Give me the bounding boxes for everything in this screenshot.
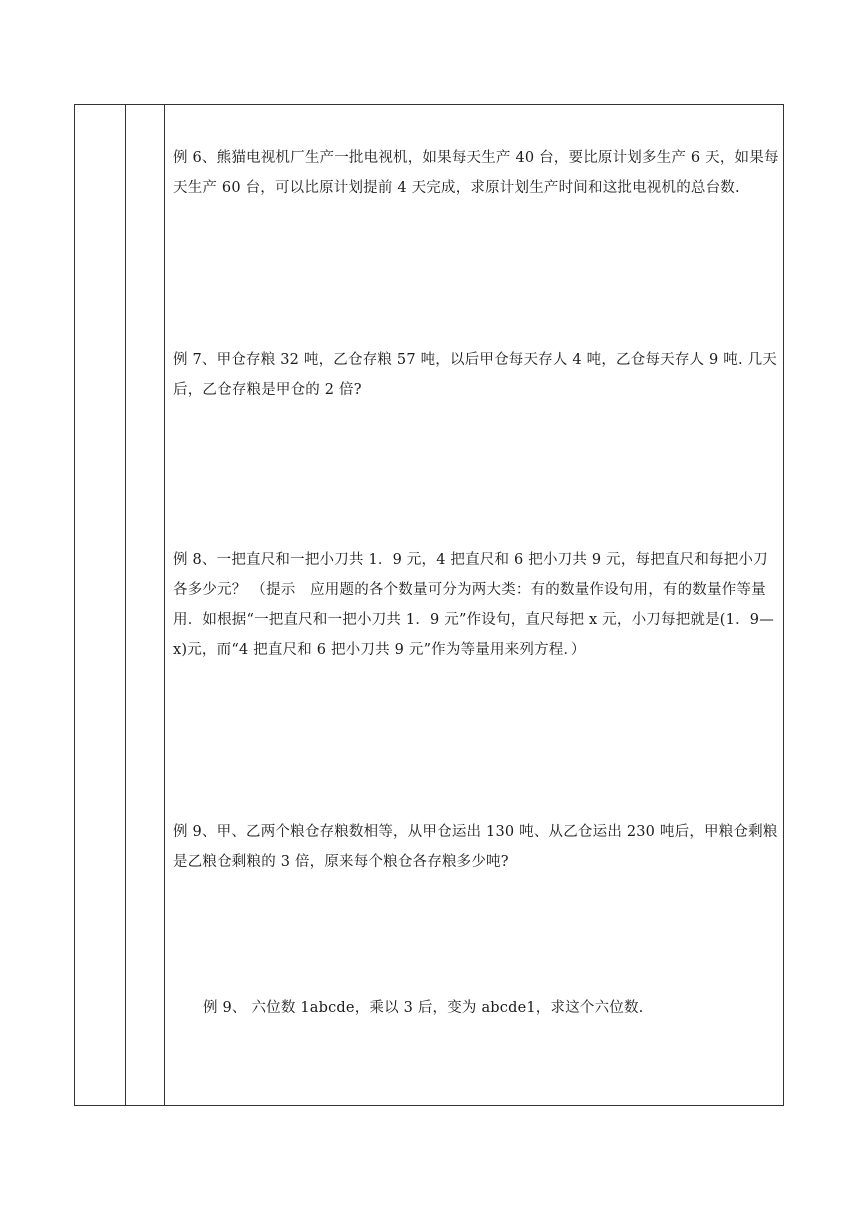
problem-example-7: 例 7、甲仓存粮 32 吨，乙仓存粮 57 吨，以后甲仓每天存人 4 吨，乙仓每天存人 9 吨. 几天后，乙仓存粮是甲仓的 2 倍? [173, 352, 777, 398]
problem-example-6: 例 6、熊猫电视机厂生产一批电视机，如果每天生产 40 台，要比原计划多生产 6 天，如果每天生产 60 台，可以比原计划提前 4 天完成，求原计划生产时间和这批电视机的总台数. [173, 150, 779, 196]
problem-example-9-six-digit: 例 9、 六位数 1abcde，乘以 3 后，变为 abcde1，求这个六位数. [203, 1000, 644, 1016]
table-column-divider [164, 105, 165, 1105]
worksheet-table [74, 104, 784, 1106]
problem-example-8: 例 8、一把直尺和一把小刀共 1．9 元，4 把直尺和 6 把小刀共 9 元，每把直尺和每把小刀各多少元？ （提示 应用题的各个数量可分为两大类：有的数量作设句用，有的数量作等量用．如根据“一把直尺和一把小刀共 1．9 元”作设句，直尺每把 x 元，小刀每把就是(1．9—x)元，而“4 把直尺和 6 把小刀共 9 元”作为等量用来列方程．） [173, 552, 774, 658]
table-column-divider [125, 105, 126, 1105]
problem-example-9: 例 9、甲、乙两个粮仓存粮数相等，从甲仓运出 130 吨、从乙仓运出 230 吨后，甲粮仓剩粮是乙粮仓剩粮的 3 倍，原来每个粮仓各存粮多少吨? [173, 824, 778, 870]
